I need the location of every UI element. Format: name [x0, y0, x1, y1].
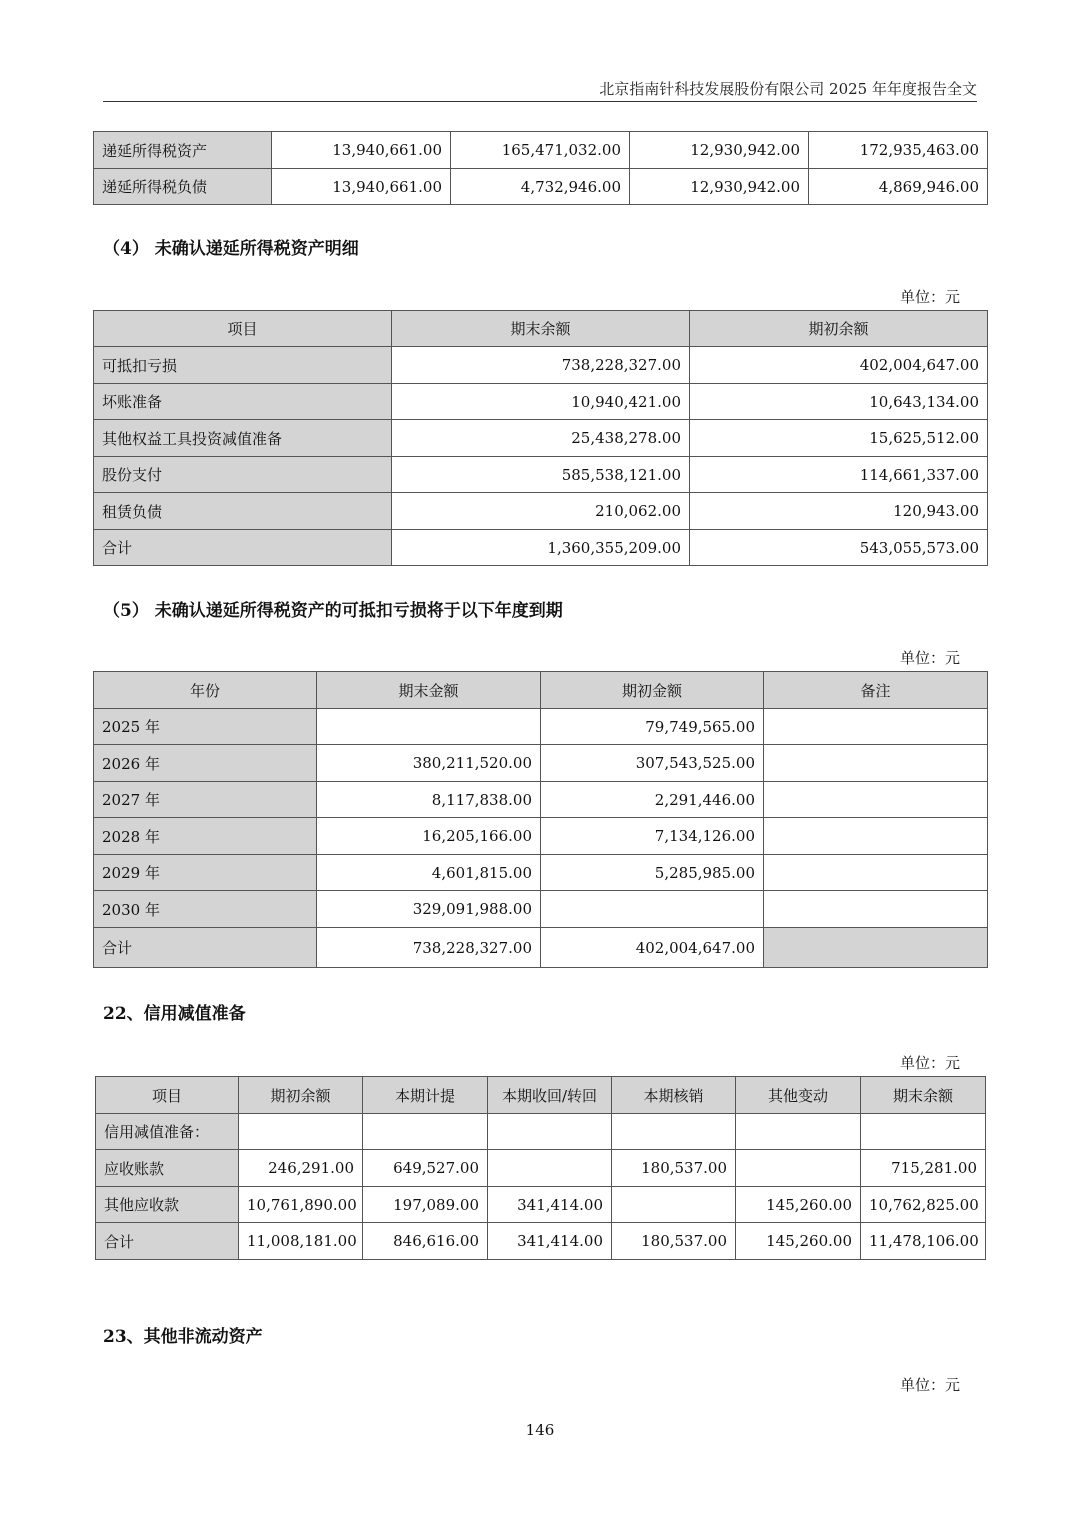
cell-value: 402,004,647.00 [541, 928, 764, 968]
cell-value: 246,291.00 [239, 1150, 363, 1187]
cell-value: 846,616.00 [363, 1223, 488, 1260]
cell-value: 10,940,421.00 [392, 384, 690, 420]
cell-value: 10,762,825.00 [861, 1187, 986, 1223]
row-label: 信用减值准备： [96, 1114, 239, 1150]
row-label: 合计 [94, 928, 317, 968]
row-label: 租赁负债 [94, 493, 392, 530]
cell-value: 2,291,446.00 [541, 782, 764, 818]
row-label: 可抵扣亏损 [94, 347, 392, 384]
column-header: 备注 [764, 672, 988, 709]
table-row [94, 384, 988, 420]
row-label: 2028 年 [94, 818, 317, 855]
cell-value: 4,869,946.00 [809, 169, 988, 205]
column-header: 项目 [96, 1077, 239, 1114]
cell-value: 738,228,327.00 [392, 347, 690, 384]
table-total-row [94, 530, 988, 566]
unrecognized-dta-table [93, 310, 988, 566]
cell-value: 120,943.00 [690, 493, 988, 530]
table-row [94, 493, 988, 530]
cell-value: 307,543,525.00 [541, 745, 764, 782]
column-header: 期末余额 [392, 311, 690, 347]
row-label: 应收账款 [96, 1150, 239, 1187]
cell-value: 1,360,355,209.00 [392, 530, 690, 566]
section-4-unit: 单位：元 [899, 288, 960, 306]
row-label: 合计 [96, 1223, 239, 1260]
cell-value [363, 1114, 488, 1150]
cell-value: 585,538,121.00 [392, 457, 690, 493]
cell-value [736, 1114, 861, 1150]
row-label: 递延所得税资产 [94, 132, 272, 169]
row-label: 合计 [94, 530, 392, 566]
column-header: 本期收回/转回 [488, 1077, 612, 1114]
deferred-tax-table [93, 131, 988, 205]
cell-remark [764, 891, 988, 928]
cell-value [612, 1114, 736, 1150]
cell-remark [764, 818, 988, 855]
cell-value: 12,930,942.00 [630, 169, 809, 205]
cell-value: 13,940,661.00 [272, 169, 451, 205]
table-total-row [96, 1223, 986, 1260]
cell-value: 197,089.00 [363, 1187, 488, 1223]
table-header-row [94, 311, 988, 347]
column-header: 期末余额 [861, 1077, 986, 1114]
cell-value [239, 1114, 363, 1150]
column-header: 本期计提 [363, 1077, 488, 1114]
section-22-title: 22、信用减值准备 [103, 1004, 246, 1024]
cell-value [317, 709, 541, 745]
page-number: 146 [525, 1421, 555, 1439]
cell-remark [764, 709, 988, 745]
column-header: 期初金额 [541, 672, 764, 709]
report-header-title: 北京指南针科技发展股份有限公司 2025 年年度报告全文 [599, 80, 977, 98]
cell-value: 172,935,463.00 [809, 132, 988, 169]
row-label: 股份支付 [94, 457, 392, 493]
table-row [96, 1150, 986, 1187]
loss-expiry-table [93, 671, 988, 968]
row-label: 2030 年 [94, 891, 317, 928]
table-row [96, 1187, 986, 1223]
cell-remark [764, 745, 988, 782]
row-label: 其他应收款 [96, 1187, 239, 1223]
table-row [94, 709, 988, 745]
cell-value: 12,930,942.00 [630, 132, 809, 169]
cell-value: 79,749,565.00 [541, 709, 764, 745]
cell-value: 16,205,166.00 [317, 818, 541, 855]
cell-value: 341,414.00 [488, 1187, 612, 1223]
section-4-title: （4） 未确认递延所得税资产明细 [103, 239, 359, 259]
cell-value: 210,062.00 [392, 493, 690, 530]
row-label: 2026 年 [94, 745, 317, 782]
cell-value: 145,260.00 [736, 1223, 861, 1260]
cell-value: 10,643,134.00 [690, 384, 988, 420]
cell-value [488, 1114, 612, 1150]
column-header: 项目 [94, 311, 392, 347]
table-row [94, 782, 988, 818]
cell-value: 180,537.00 [612, 1150, 736, 1187]
section-5-title: （5） 未确认递延所得税资产的可抵扣亏损将于以下年度到期 [103, 601, 563, 621]
cell-remark [764, 928, 988, 968]
column-header: 期初余额 [690, 311, 988, 347]
cell-value: 8,117,838.00 [317, 782, 541, 818]
cell-value: 25,438,278.00 [392, 420, 690, 457]
table-row [94, 347, 988, 384]
row-label: 2029 年 [94, 855, 317, 891]
cell-value: 180,537.00 [612, 1223, 736, 1260]
cell-value: 715,281.00 [861, 1150, 986, 1187]
column-header: 期末金额 [317, 672, 541, 709]
cell-value: 15,625,512.00 [690, 420, 988, 457]
table-header-row [94, 672, 988, 709]
section-22-unit: 单位：元 [899, 1054, 960, 1072]
cell-value: 341,414.00 [488, 1223, 612, 1260]
table-row [94, 855, 988, 891]
table-row [94, 745, 988, 782]
row-label: 其他权益工具投资减值准备 [94, 420, 392, 457]
table-row [94, 818, 988, 855]
table-row [94, 169, 988, 205]
cell-value: 11,478,106.00 [861, 1223, 986, 1260]
cell-value: 4,601,815.00 [317, 855, 541, 891]
cell-value: 7,134,126.00 [541, 818, 764, 855]
cell-value: 649,527.00 [363, 1150, 488, 1187]
cell-value [736, 1150, 861, 1187]
table-row [94, 420, 988, 457]
row-label: 2025 年 [94, 709, 317, 745]
column-header: 期初余额 [239, 1077, 363, 1114]
cell-value: 13,940,661.00 [272, 132, 451, 169]
table-header-row [96, 1077, 986, 1114]
cell-value: 738,228,327.00 [317, 928, 541, 968]
cell-value: 543,055,573.00 [690, 530, 988, 566]
table-total-row [94, 928, 988, 968]
cell-value: 4,732,946.00 [451, 169, 630, 205]
cell-value: 329,091,988.00 [317, 891, 541, 928]
section-23-title: 23、其他非流动资产 [103, 1327, 263, 1347]
row-label: 坏账准备 [94, 384, 392, 420]
column-header: 年份 [94, 672, 317, 709]
row-label: 2027 年 [94, 782, 317, 818]
table-row [94, 132, 988, 169]
row-label: 递延所得税负债 [94, 169, 272, 205]
header-divider [103, 101, 977, 102]
cell-value [861, 1114, 986, 1150]
cell-value: 11,008,181.00 [239, 1223, 363, 1260]
table-row [94, 457, 988, 493]
cell-value: 402,004,647.00 [690, 347, 988, 384]
cell-value: 165,471,032.00 [451, 132, 630, 169]
cell-value: 114,661,337.00 [690, 457, 988, 493]
cell-value: 380,211,520.00 [317, 745, 541, 782]
credit-impairment-table [95, 1076, 986, 1260]
cell-remark [764, 855, 988, 891]
column-header: 本期核销 [612, 1077, 736, 1114]
cell-value: 5,285,985.00 [541, 855, 764, 891]
column-header: 其他变动 [736, 1077, 861, 1114]
table-row [96, 1114, 986, 1150]
cell-value: 10,761,890.00 [239, 1187, 363, 1223]
cell-value: 145,260.00 [736, 1187, 861, 1223]
cell-value [488, 1150, 612, 1187]
section-5-unit: 单位：元 [899, 649, 960, 667]
cell-remark [764, 782, 988, 818]
section-23-unit: 单位：元 [899, 1376, 960, 1394]
cell-value [612, 1187, 736, 1223]
table-row [94, 891, 988, 928]
cell-value [541, 891, 764, 928]
